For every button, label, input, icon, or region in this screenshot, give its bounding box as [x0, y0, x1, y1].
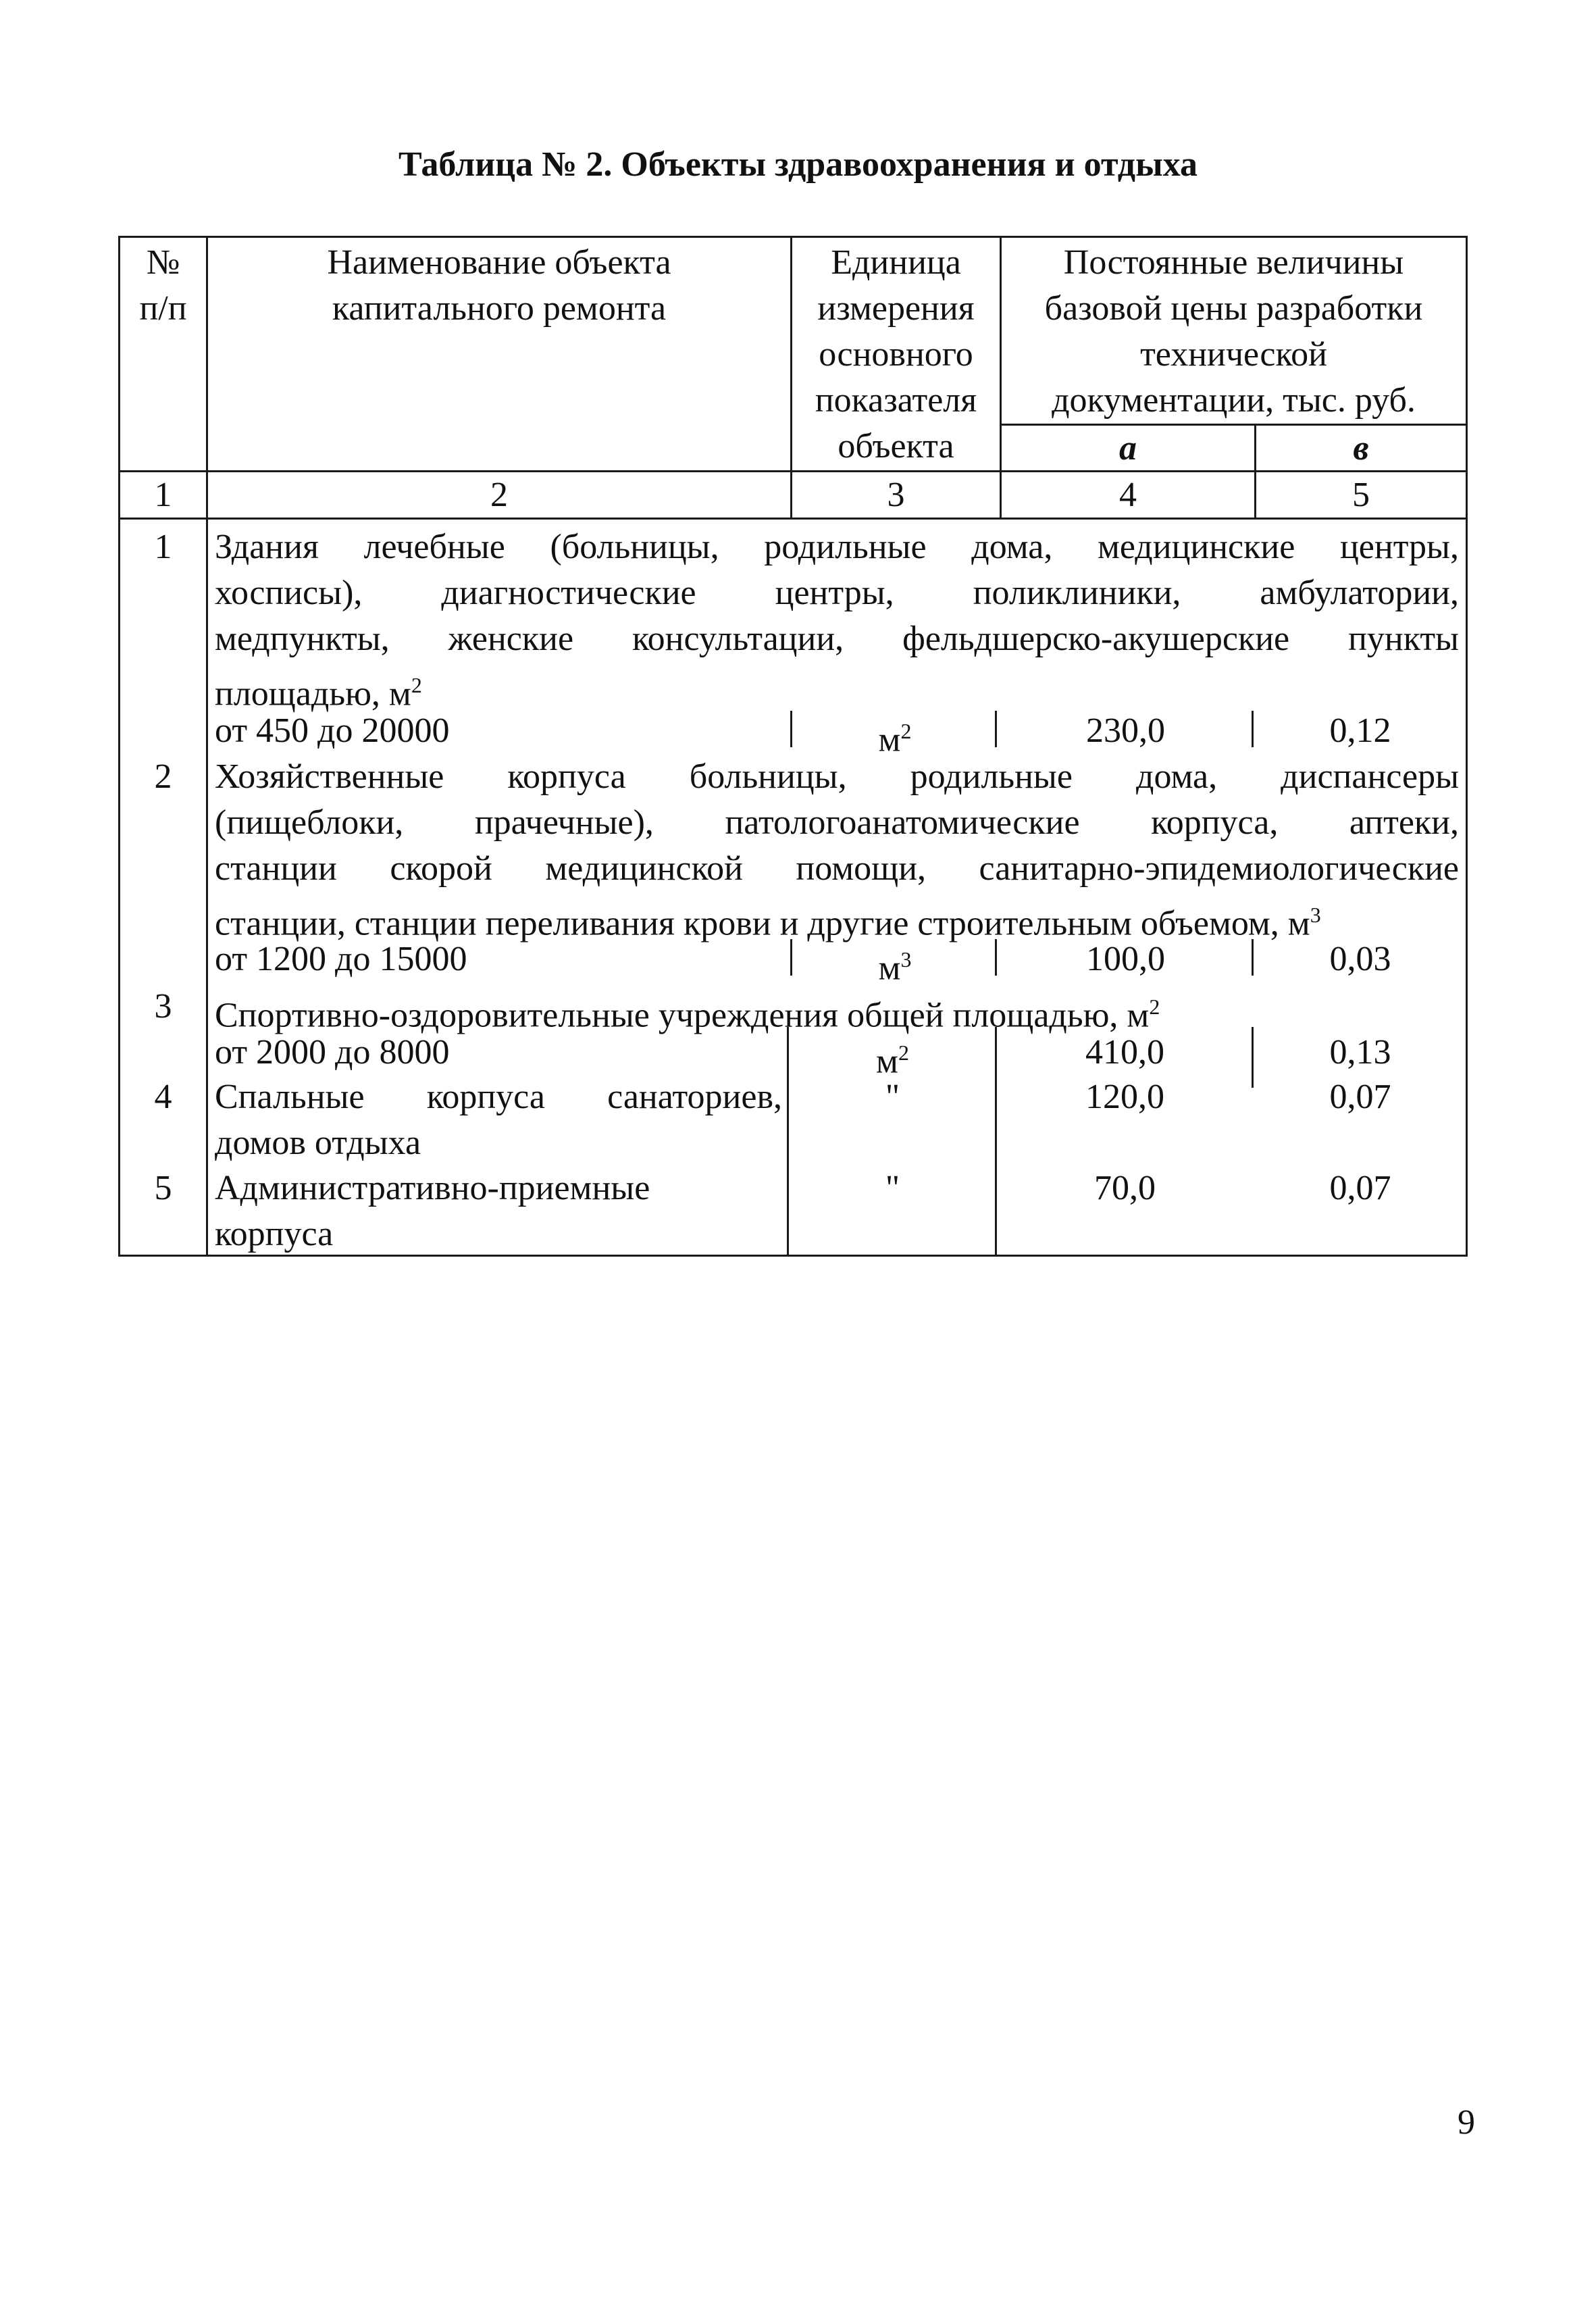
unit-value: " — [885, 1078, 900, 1116]
header-name: Наименование объекта капитального ремонта — [327, 243, 671, 328]
table-title: Таблица № 2. Объекты здравоохранения и отдыха — [398, 145, 1198, 184]
value-a: 120,0 — [1085, 1078, 1164, 1116]
header-const: Постоянные величины базовой цены разработки технической документации, тыс. руб. — [1044, 243, 1423, 420]
row-number: 2 — [154, 757, 172, 796]
row-description: Административно-приемные корпуса — [215, 1169, 650, 1253]
value-b: 0,12 — [1329, 711, 1391, 750]
unit-value: $м^2$ — [878, 719, 912, 759]
value-a: 70,0 — [1094, 1169, 1156, 1207]
value-a: 230,0 — [1086, 711, 1165, 750]
header-col-b: в — [1353, 429, 1369, 468]
col-number: 1 — [154, 476, 172, 514]
value-a: 410,0 — [1085, 1033, 1164, 1072]
row-description: Спальные корпуса санаториев, домов отдыха — [215, 1078, 782, 1162]
range-label: от 2000 до 8000 — [215, 1033, 450, 1072]
value-a: 100,0 — [1086, 940, 1165, 978]
page-number: 9 — [1458, 2103, 1475, 2142]
row-description: Хозяйственные корпуса больницы, родильные дома, диспансеры (пищеблоки, прачечные), патологоанатомические корпуса, аптеки, станции скорой медицинской помощи, санитарно-эпидемиологические станции, станции переливания крови и другие строительным объемом, $м^3$ — [215, 757, 1459, 943]
header-num: № п/п — [139, 243, 187, 328]
row-number: 1 — [154, 528, 172, 566]
col-number: 5 — [1352, 476, 1370, 514]
value-b: 0,03 — [1329, 940, 1391, 978]
row-number: 5 — [154, 1169, 172, 1207]
value-b: 0,13 — [1329, 1033, 1391, 1072]
unit-value: $м^2$ — [876, 1040, 909, 1081]
col-number: 2 — [490, 476, 508, 514]
range-label: от 1200 до 15000 — [215, 940, 467, 978]
value-b: 0,07 — [1329, 1078, 1391, 1116]
row-number: 4 — [154, 1078, 172, 1116]
row-number: 3 — [154, 987, 172, 1026]
range-label: от 450 до 20000 — [215, 711, 450, 750]
col-number: 4 — [1119, 476, 1137, 514]
header-col-a: а — [1119, 429, 1137, 468]
header-unit: Единица измерения основного показателя объекта — [815, 243, 977, 466]
unit-value: $м^3$ — [878, 947, 912, 988]
row-description: Здания лечебные (больницы, родильные дома, медицинские центры, хосписы), диагностические центры, поликлиники, амбулатории, медпункты, женские консультации, фельдшерско-акушерские пункты площадью, $м^2$ — [215, 528, 1459, 713]
value-b: 0,07 — [1329, 1169, 1391, 1207]
unit-value: " — [885, 1169, 900, 1207]
col-number: 3 — [887, 476, 905, 514]
row-description: Спортивно-оздоровительные учреждения общей площадью, $м^2$ — [215, 995, 1160, 1035]
